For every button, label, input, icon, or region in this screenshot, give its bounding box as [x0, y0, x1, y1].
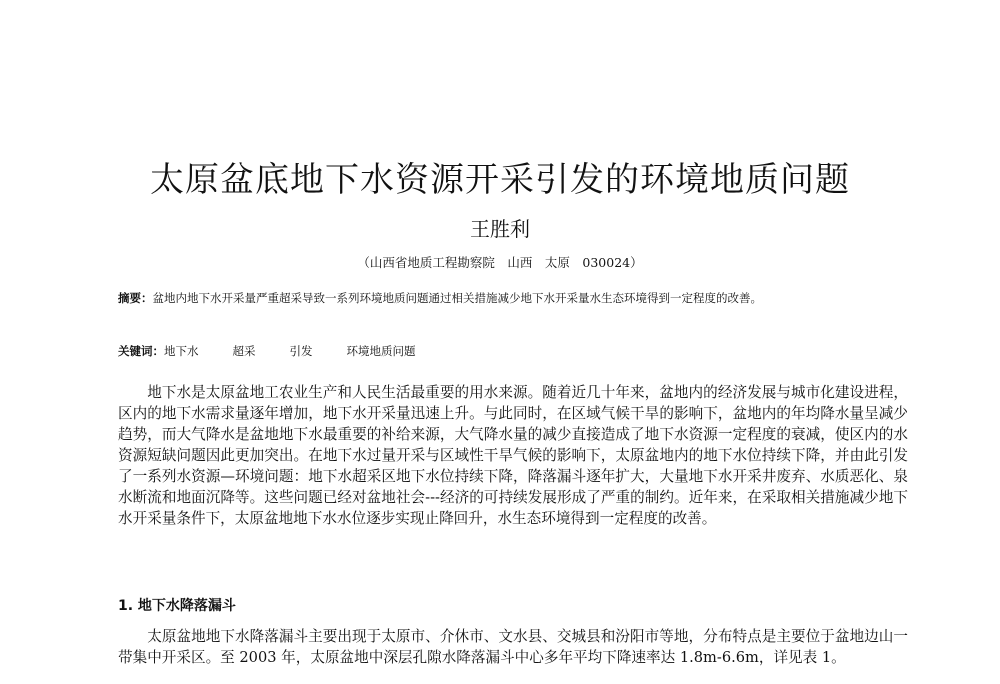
keyword-item: 超采 [232, 344, 256, 358]
author-name: 王胜利 [470, 217, 530, 241]
section-paragraph: 太原盆地地下水降落漏斗主要出现于太原市、介休市、文水县、交城县和汾阳市等地，分布特点是主要位于盆地边山一带集中开采区。至 2003 年，太原盆地中深层孔隙水降落漏斗中心多年平均下降速率达 1.8m-6.6m，详见表 1。 [118, 628, 908, 666]
keyword-item: 环境地质问题 [346, 344, 416, 358]
abstract-label: 摘要： [118, 291, 153, 305]
abstract-text: 盆地内地下水开采量严重超采导致一系列环境地质问题通过相关措施减少地下水开采量水生态环境得到一定程度的改善。 [152, 291, 762, 305]
keyword-item: 地下水 [164, 344, 199, 358]
author-affiliation: （山西省地质工程勘察院 山西 太原 030024） [357, 255, 643, 270]
abstract [118, 283, 908, 313]
keyword-item: 引发 [289, 344, 313, 358]
keywords [118, 342, 908, 360]
paper-title: 太原盆底地下水资源开采引发的环境地质问题 [150, 160, 850, 200]
section-heading: 1. 地下水降落漏斗 [118, 598, 236, 614]
keywords-label: 关键词： [118, 344, 164, 358]
intro-paragraph: 地下水是太原盆地工农业生产和人民生活最重要的用水来源。随着近几十年来，盆地内的经济发展与城市化建设进程，区内的地下水需求量逐年增加，地下水开采量迅速上升。与此同时，在区域气候干旱的影响下，盆地内的年均降水量呈减少趋势，而大气降水是盆地地下水最重要的补给来源，大气降水量的减少直接造成了地下水资源一定程度的衰减，使区内的水资源短缺问题因此更加突出。在地下水过量开采与区域性干旱气候的影响下，太原盆地内的地下水位持续下降，并由此引发了一系列水资源—环境问题：地下水超采区地下水位持续下降，降落漏斗逐年扩大，大量地下水开采井废弃、水质恶化、泉水断流和地面沉降等。这些问题已经对盆地社会---经济的可持续发展形成了严重的制约。近年来，在采取相关措施减少地下水开采量条件下，太原盆地地下水水位逐步实现止降回升，水生态环境得到一定程度的改善。 [118, 384, 908, 527]
